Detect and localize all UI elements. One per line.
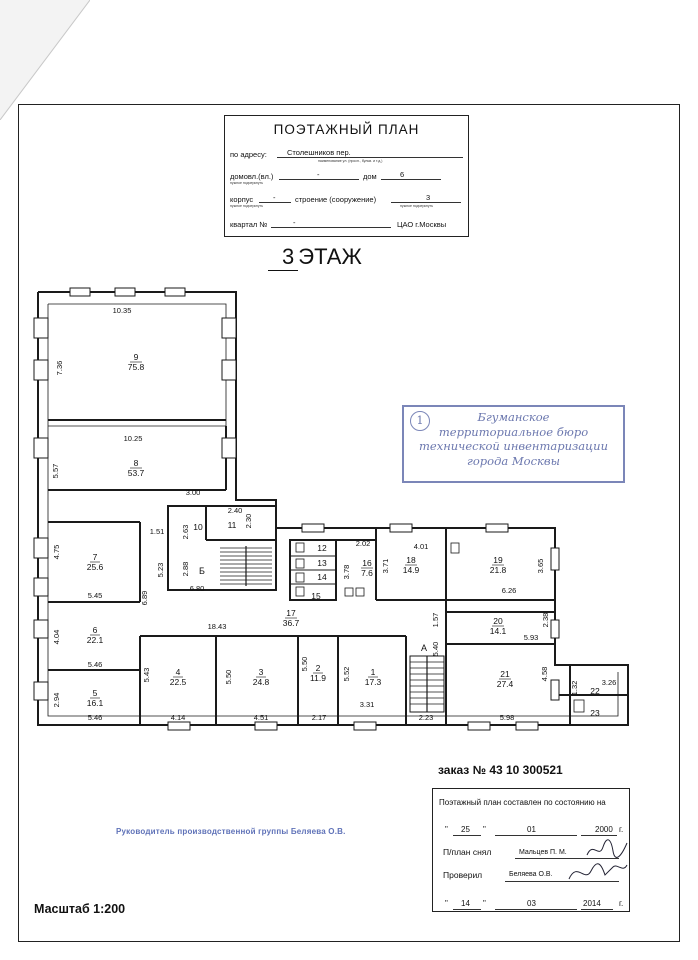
domovl-value: -	[317, 170, 320, 179]
dim-42: 1.32	[570, 680, 579, 696]
room-21-number: 21	[500, 669, 510, 679]
room-2-area: 11.9	[310, 673, 326, 683]
drafted-name: Мальцев П. М.	[519, 849, 567, 856]
windows	[34, 288, 559, 730]
dim-37: 2.38	[541, 612, 550, 628]
date2-year-suffix: г.	[619, 899, 624, 908]
dim-5: 3.00	[185, 488, 201, 497]
room-3-number: 3	[258, 667, 264, 677]
stamp-line-1: Бгуманское	[477, 410, 550, 424]
dim-22: 4.14	[170, 713, 186, 722]
dim-9: 1.51	[149, 527, 165, 536]
room-22-number: 22	[590, 686, 600, 696]
dim-18: 2.94	[52, 692, 61, 708]
room-3-area: 24.8	[252, 677, 270, 687]
drafted-label: П/план снял	[443, 847, 492, 857]
certification-block	[432, 788, 630, 912]
dim-12: 5.23	[156, 562, 165, 578]
order-number: заказ № 43 10 300521	[438, 763, 563, 777]
room-1-number: 1	[370, 667, 376, 677]
dim-41: 5.98	[499, 713, 515, 722]
date2-month: 03	[527, 899, 536, 908]
room-14-number: 14	[317, 572, 327, 582]
room-19-number: 19	[493, 555, 503, 565]
date1-month: 01	[527, 825, 536, 834]
room-11-number: 11	[227, 520, 237, 530]
dim-20: 18.43	[207, 622, 227, 631]
dim-38: 5.93	[523, 633, 539, 642]
room-9-number: 9	[133, 352, 139, 362]
dim-29: 2.02	[355, 539, 371, 548]
dim-24: 4.51	[253, 713, 269, 722]
date1-year-underline	[581, 835, 617, 836]
dim-10: 4.75	[52, 544, 61, 560]
room-17-number: 17	[286, 608, 296, 618]
dim-40: 2.23	[418, 713, 434, 722]
room-2-number: 2	[315, 663, 321, 673]
room-18-number: 18	[406, 555, 416, 565]
dim-30: 3.78	[342, 564, 351, 580]
room-4-area: 22.5	[169, 677, 187, 687]
korpus-value: -	[273, 193, 276, 202]
room-17-area: 36.7	[282, 618, 300, 628]
date1-day: 25	[461, 825, 470, 834]
room-16-number: 16	[362, 558, 372, 568]
checked-signature	[565, 859, 629, 885]
stair-b-label: Б	[199, 566, 205, 576]
date2-day: 14	[461, 899, 470, 908]
date1-quote-close: "	[483, 825, 486, 834]
stamp-number: 1	[410, 411, 430, 431]
drafted-signature	[583, 837, 629, 861]
dim-17: 5.46	[87, 660, 103, 669]
room-1-area: 17.3	[364, 677, 382, 687]
date1-day-underline	[453, 835, 481, 836]
address-label: по адресу:	[230, 150, 267, 159]
dim-19: 5.46	[87, 713, 103, 722]
room-15-number: 15	[311, 591, 321, 601]
dim-26: 2.17	[311, 713, 327, 722]
dom-value: 6	[400, 170, 405, 179]
stroenie-value: 3	[426, 193, 431, 202]
floor-label: ЭТАЖ	[298, 244, 362, 269]
dim-1: 10.35	[112, 306, 132, 315]
date1-month-underline	[495, 835, 577, 836]
korpus-label: корпус	[230, 195, 254, 204]
room-8-area: 53.7	[127, 468, 145, 478]
room-20-area: 14.1	[489, 626, 507, 636]
dim-31: 3.71	[381, 558, 390, 574]
dim-32: 4.01	[413, 542, 429, 551]
walls	[38, 292, 628, 725]
dim-16: 4.04	[52, 629, 61, 645]
dim-33: 3.65	[536, 558, 545, 574]
room-21-area: 27.4	[496, 679, 514, 689]
dim-13: 2.88	[181, 561, 190, 577]
stair-b	[220, 546, 272, 586]
room-13-number: 13	[317, 558, 327, 568]
dim-34: 6.26	[501, 586, 517, 595]
floor-number: 3	[268, 244, 298, 271]
room-5-number: 5	[92, 688, 98, 698]
stair-a-label: А	[420, 643, 428, 653]
room-18-area: 14.9	[402, 565, 420, 575]
stroenie-label: строение (сооружение)	[295, 195, 377, 204]
address-value: Столешников пер.	[287, 148, 351, 157]
room-7-area: 25.6	[86, 562, 104, 572]
domovl-hint: нужное подчеркнуть	[230, 181, 264, 185]
date2-quote-close: "	[483, 899, 486, 908]
date2-year-underline	[581, 909, 613, 910]
room-16-area: 7.6	[361, 568, 373, 578]
district: ЦАО г.Москвы	[397, 220, 447, 229]
checked-label: Проверил	[443, 870, 483, 880]
dim-23: 5.50	[224, 669, 233, 685]
dim-6: 2.40	[227, 506, 243, 515]
address-hint: наименование ул. (просп., бульв. и т.д.)	[318, 159, 383, 163]
stamp-line-4: города Москвы	[467, 453, 560, 468]
stamp-line-3: технической инвентаризации	[419, 439, 608, 453]
korpus-hint: нужное подчеркнуть	[230, 204, 264, 208]
dom-label: дом	[363, 172, 377, 181]
dim-43: 3.26	[601, 678, 617, 687]
dim-25: 5.50	[300, 656, 309, 672]
stair-a	[410, 656, 444, 712]
room-23-number: 23	[590, 708, 600, 718]
room-10-number: 10	[193, 522, 203, 532]
room-6-area: 22.1	[86, 635, 104, 645]
state-as-of-label: Поэтажный план составлен по состоянию на	[439, 798, 606, 807]
plan-title: ПОЭТАЖНЫЙ ПЛАН	[273, 122, 420, 137]
room-8-number: 8	[133, 458, 139, 468]
dim-3: 10.25	[123, 434, 143, 443]
checked-name: Беляева О.В.	[509, 871, 553, 878]
room-20-number: 20	[493, 616, 503, 626]
kvartal-label: квартал №	[230, 220, 268, 229]
dim-27: 5.52	[342, 666, 351, 682]
stamp-line-2: территориальное бюро	[438, 424, 589, 439]
scale-label: Масштаб 1:200	[34, 902, 126, 916]
room-12-number: 12	[317, 543, 327, 553]
domovl-label: домовл.(вл.)	[230, 172, 274, 181]
dim-21: 5.43	[142, 667, 151, 683]
dim-7: 2.63	[181, 524, 190, 540]
room-4-number: 4	[175, 667, 181, 677]
dim-2: 7.36	[55, 360, 64, 376]
room-19-area: 21.8	[489, 565, 507, 575]
date1-quote-open: "	[445, 825, 448, 834]
signature-note: Руководитель производственной группы Беляева О.В.	[116, 827, 346, 836]
date1-year-suffix: г.	[619, 825, 624, 834]
date2-year: 2014	[583, 899, 601, 908]
dim-14: 6.80	[189, 584, 205, 593]
kvartal-value: -	[293, 218, 296, 227]
dim-15: 6.89	[140, 590, 149, 606]
stroenie-hint: нужное подчеркнуть	[400, 204, 434, 208]
room-7-number: 7	[92, 552, 98, 562]
room-9-area: 75.8	[127, 362, 145, 372]
dim-39: 4.58	[540, 666, 549, 682]
room-6-number: 6	[92, 625, 98, 635]
dim-36: 5.40	[431, 641, 440, 657]
date2-month-underline	[495, 909, 577, 910]
dim-28: 3.31	[359, 700, 375, 709]
dim-8: 2.30	[244, 513, 253, 529]
dim-4: 5.57	[51, 463, 60, 479]
date2-quote-open: "	[445, 899, 448, 908]
date2-day-underline	[453, 909, 481, 910]
dim-11: 5.45	[87, 591, 103, 600]
room-5-area: 16.1	[86, 698, 104, 708]
dim-35: 1.57	[431, 612, 440, 628]
date1-year: 2000	[595, 825, 613, 834]
bti-stamp	[402, 405, 625, 483]
